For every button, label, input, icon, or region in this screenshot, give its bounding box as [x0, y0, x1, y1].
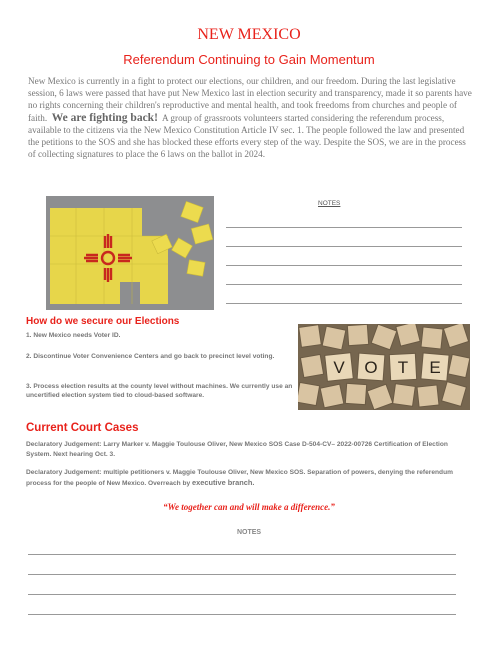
list-item: 1. New Mexico needs Voter ID. — [26, 332, 121, 339]
vote-tiles-image — [298, 324, 470, 410]
court-cases-heading: Current Court Cases — [26, 422, 139, 434]
court-case-2-emphasis: executive branch. — [192, 477, 255, 487]
vote-tile-letter: O — [364, 358, 378, 377]
notes-line — [28, 594, 456, 595]
puzzle-illustration — [46, 196, 214, 310]
court-case-2 — [26, 468, 472, 488]
intro-text-before: New Mexico is currently in a fight to protect our elections, our children, and our freedom. During the last legislative session, 6 laws were passed that have put New Mexico last in election security and transparency, made it so parents have no rights concerning their children's reproductive and mental health, and took freedoms from churches and people of faith. — [28, 76, 472, 123]
intro-emphasis: We are fighting back! — [51, 111, 158, 124]
notes-line — [28, 614, 456, 615]
court-case-2-text: Declaratory Judgement: multiple petitioners v. Maggie Toulouse Oliver, New Mexico SOS. Separation of powers, denying the referendum process for the people of New Mexico. Overreach by — [26, 469, 453, 487]
vote-illustration — [298, 324, 470, 410]
notes-line — [28, 554, 456, 555]
new-mexico-flag-puzzle-image — [46, 196, 214, 310]
notes-line — [226, 265, 462, 266]
vote-tile-letter: E — [429, 358, 441, 377]
notes-label-top: NOTES — [318, 200, 341, 207]
vote-tile-letter: T — [397, 358, 409, 377]
notes-label-bottom: NOTES — [236, 529, 262, 536]
court-case-1: Declaratory Judgement: Larry Marker v. Maggie Toulouse Oliver, New Mexico SOS Case D-504-CV– 2022-00726 Certification of Election System. Next hearing Oct. 3. — [26, 441, 448, 458]
intro-text-after: A group of grassroots volunteers started considering the referendum process, available to the citizens via the New Mexico Constitution Article IV sec. 1. The people followed the law and presented the petitions to the SOS and she has blocked these efforts every step of the way. Despite the SOS, we are in the process of collecting signatures to place the 6 laws on the ballot in 2024. — [28, 112, 466, 160]
list-item: 3. Process election results at the county level without machines. We currently use an uncertified election system tied to cloud-based software. — [26, 383, 293, 399]
notes-line — [226, 227, 462, 228]
notes-line — [28, 574, 456, 575]
intro-paragraph — [28, 75, 474, 160]
notes-line — [226, 246, 462, 247]
page-title: NEW MEXICO — [197, 26, 301, 43]
page-subtitle: Referendum Continuing to Gain Momentum — [123, 52, 375, 67]
notes-line — [226, 284, 462, 285]
quote: “We together can and will make a difference.” — [163, 502, 335, 512]
vote-tile-letter: V — [333, 358, 345, 377]
notes-line — [226, 303, 462, 304]
secure-elections-heading: How do we secure our Elections — [26, 316, 180, 327]
list-item: 2. Discontinue Voter Convenience Centers and go back to precinct level voting. — [26, 353, 275, 360]
